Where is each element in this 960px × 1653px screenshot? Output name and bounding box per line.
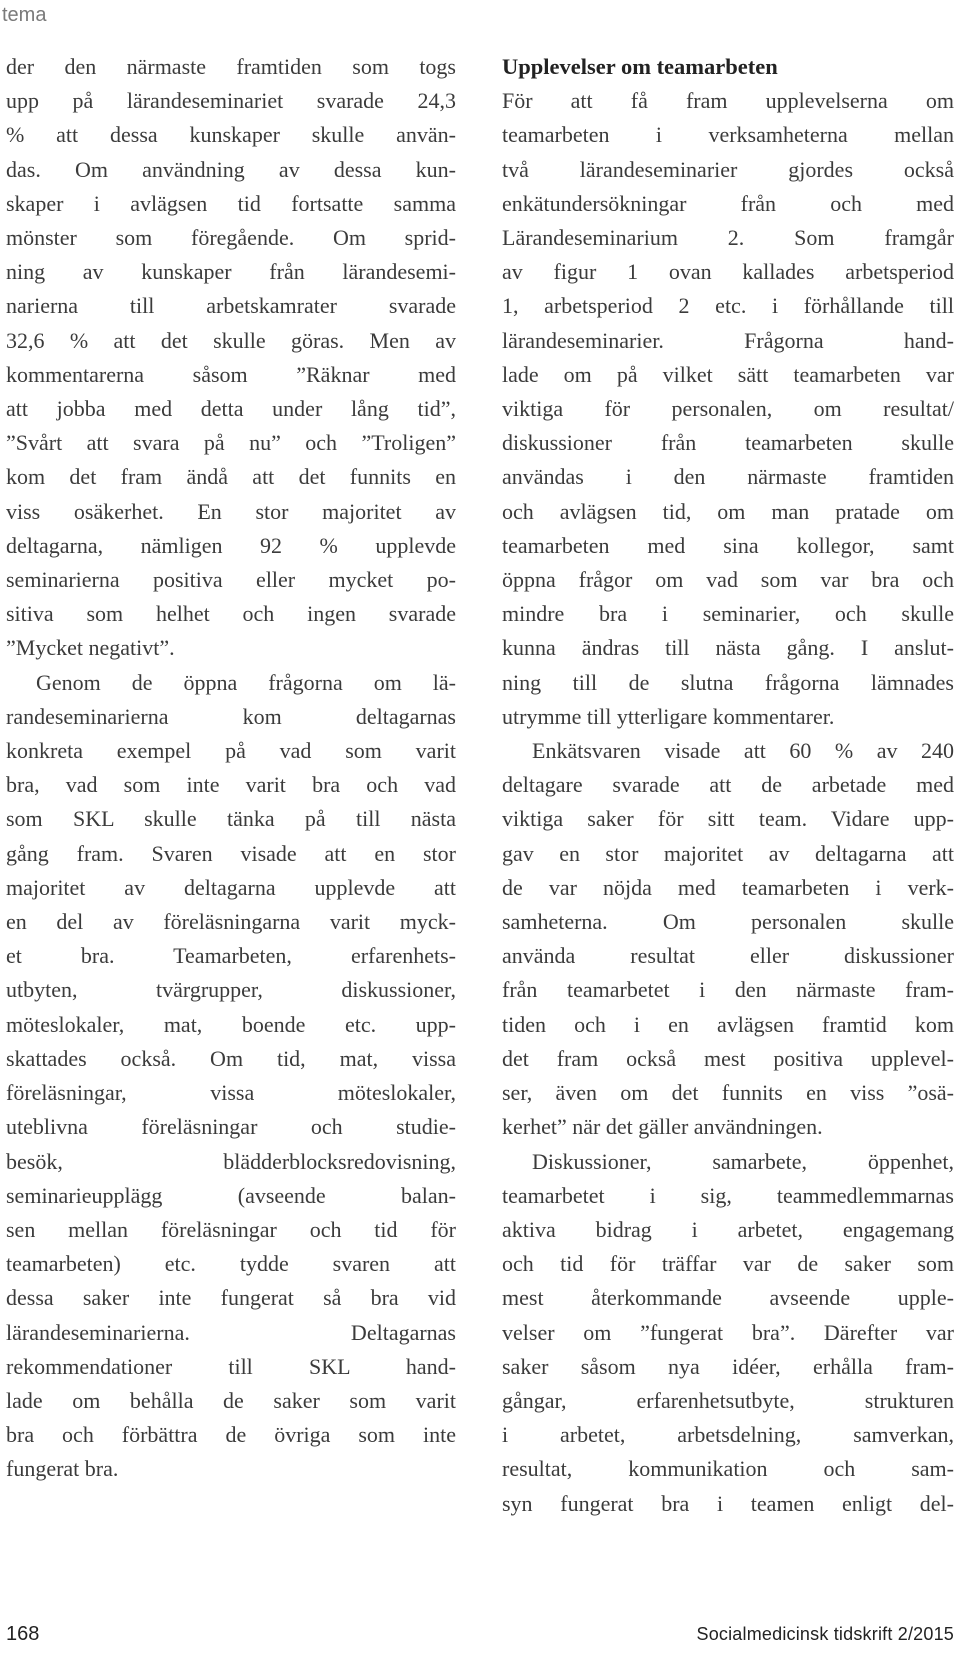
text-line: lade om på vilket sätt teamarbeten var xyxy=(502,361,954,387)
text-line: seminarierna positiva eller mycket po- xyxy=(6,567,456,593)
text-line: mindre bra i seminarier, och skulle xyxy=(502,601,954,627)
text-line: % att dessa kunskaper skulle använ- xyxy=(6,122,456,148)
right-column xyxy=(502,50,954,1521)
text-line: das. Om användning av dessa kun- xyxy=(6,156,456,182)
text-line: bra, vad som inte varit bra och vad xyxy=(6,772,456,798)
text-line: mönster som föregående. Om sprid- xyxy=(6,225,456,251)
text-line: det fram också mest positiva upplevel- xyxy=(502,1045,954,1071)
text-line: randeseminarierna kom deltagarnas xyxy=(6,703,456,729)
text-line: skaper i avlägsen tid fortsatte samma xyxy=(6,190,456,216)
text-line: diskussioner från teamarbeten skulle xyxy=(502,430,954,456)
text-line: gångar, erfarenhetsutbyte, strukturen xyxy=(502,1387,954,1413)
text-line: ”Svårt att svara på nu” och ”Troligen” xyxy=(6,430,456,456)
text-line: ”Mycket negativt”. xyxy=(6,635,175,661)
text-line: och avlägsen tid, om man pratade om xyxy=(502,498,954,524)
text-line: bra och förbättra de övriga som inte xyxy=(6,1422,456,1448)
text-line: kom det fram ändå att det funnits en xyxy=(6,464,456,490)
text-line: använda resultat eller diskussioner xyxy=(502,943,954,969)
text-line: 32,6 % att det skulle göras. Men av xyxy=(6,327,456,353)
text-line: som SKL skulle tänka på till nästa xyxy=(6,806,456,832)
text-line: sitiva som helhet och ingen svarade xyxy=(6,601,456,627)
text-line: i arbetet, arbetsdelning, samverkan, xyxy=(502,1422,954,1448)
text-line: möteslokaler, mat, boende etc. upp- xyxy=(6,1011,456,1037)
text-line: viktiga saker för sitt team. Vidare upp- xyxy=(502,806,954,832)
text-line: Diskussioner, samarbete, öppenhet, xyxy=(532,1148,954,1174)
text-line: deltagarna, nämligen 92 % upplevde xyxy=(6,532,456,558)
text-line: dessa saker inte fungerat så bra vid xyxy=(6,1285,456,1311)
left-column xyxy=(6,50,456,1487)
text-line: besök, blädderblocksredovisning, xyxy=(6,1148,456,1174)
text-line: resultat, kommunikation och sam- xyxy=(502,1456,954,1482)
text-line: användas i den närmaste framtiden xyxy=(502,464,954,490)
text-line: två lärandeseminarier gjordes också xyxy=(502,156,954,182)
text-line: seminarieupplägg (avseende balan- xyxy=(6,1182,456,1208)
text-line: saker såsom nya idéer, erhålla fram- xyxy=(502,1353,954,1379)
text-line: teamarbeten) etc. tydde svaren att xyxy=(6,1251,456,1277)
journal-reference: Socialmedicinsk tidskrift 2/2015 xyxy=(696,1624,954,1644)
text-line: teamarbeten med sina kollegor, samt xyxy=(502,532,954,558)
section-heading: Upplevelser om teamarbeten xyxy=(502,54,778,79)
text-line: lärandeseminarierna. Deltagarnas xyxy=(6,1319,456,1345)
text-line: ser, även om det funnits en viss ”osä- xyxy=(502,1080,954,1106)
text-line: gång fram. Svaren visade att en stor xyxy=(6,840,456,866)
text-line: rekommendationer till SKL hand- xyxy=(6,1353,456,1379)
text-line: från teamarbetet i den närmaste fram- xyxy=(502,977,954,1003)
text-line: och tid för träffar var de saker som xyxy=(502,1251,954,1277)
text-line: syn fungerat bra i teamen enligt del- xyxy=(502,1490,954,1516)
text-line: mest återkommande avseende upple- xyxy=(502,1285,954,1311)
text-line: kommentarerna såsom ”Räknar med xyxy=(6,361,456,387)
text-line: aktiva bidrag i arbetet, engagemang xyxy=(502,1216,954,1242)
text-line: majoritet av deltagarna upplevde att xyxy=(6,874,456,900)
text-line: enkätundersökningar från och med xyxy=(502,190,954,216)
text-line: Enkätsvaren visade att 60 % av 240 xyxy=(532,738,954,764)
text-line: ning av kunskaper från lärandesemi- xyxy=(6,259,456,285)
text-line: tiden och i en avlägsen framtid kom xyxy=(502,1011,954,1037)
page-number: 168 xyxy=(6,1623,40,1645)
text-line: teamarbetet i sig, teammedlemmarnas xyxy=(502,1182,954,1208)
text-line: skattades också. Om tid, mat, vissa xyxy=(6,1045,456,1071)
text-line: der den närmaste framtiden som togs xyxy=(6,54,456,79)
text-line: föreläsningar, vissa möteslokaler, xyxy=(6,1080,456,1106)
text-line: utrymme till ytterligare kommentarer. xyxy=(502,703,835,729)
text-line: Lärandeseminarium 2. Som framgår xyxy=(502,225,954,251)
text-line: konkreta exempel på vad som varit xyxy=(6,738,456,764)
text-line: velser om ”fungerat bra”. Därefter var xyxy=(502,1319,954,1345)
section-tag: tema xyxy=(2,4,47,26)
text-line: en del av föreläsningarna varit myck- xyxy=(6,909,456,935)
text-line: att jobba med detta under lång tid”, xyxy=(6,396,456,422)
text-line: de var nöjda med teamarbeten i verk- xyxy=(502,874,954,900)
text-line: utbyten, tvärgrupper, diskussioner, xyxy=(6,977,456,1003)
text-line: upp på lärandeseminariet svarade 24,3 xyxy=(6,88,456,114)
text-line: fungerat bra. xyxy=(6,1456,119,1482)
text-line: Genom de öppna frågorna om lä- xyxy=(36,669,456,695)
text-line: 1, arbetsperiod 2 etc. i förhållande till xyxy=(502,293,954,319)
text-line: av figur 1 ovan kallades arbetsperiod xyxy=(502,259,954,285)
text-line: narierna till arbetskamrater svarade xyxy=(6,293,456,319)
text-line: samheterna. Om personalen skulle xyxy=(502,909,954,935)
text-line: kerhet” när det gäller användningen. xyxy=(502,1114,823,1140)
text-line: deltagare svarade att de arbetade med xyxy=(502,772,954,798)
text-line: sen mellan föreläsningar och tid för xyxy=(6,1216,456,1242)
text-line: kunna ändras till nästa gång. I anslut- xyxy=(502,635,954,661)
text-line: gav en stor majoritet av deltagarna att xyxy=(502,840,954,866)
text-line: viktiga för personalen, om resultat/ xyxy=(502,396,954,422)
text-line: viss osäkerhet. En stor majoritet av xyxy=(6,498,456,524)
text-line: lärandeseminarier. Frågorna hand- xyxy=(502,327,954,353)
text-line: uteblivna föreläsningar och studie- xyxy=(6,1114,456,1140)
text-line: lade om behålla de saker som varit xyxy=(6,1387,456,1413)
text-line: öppna frågor om vad som var bra och xyxy=(502,567,954,593)
text-line: För att få fram upplevelserna om xyxy=(502,88,954,114)
text-line: et bra. Teamarbeten, erfarenhets- xyxy=(6,943,456,969)
text-line: ning till de slutna frågorna lämnades xyxy=(502,669,954,695)
text-line: teamarbeten i verksamheterna mellan xyxy=(502,122,954,148)
